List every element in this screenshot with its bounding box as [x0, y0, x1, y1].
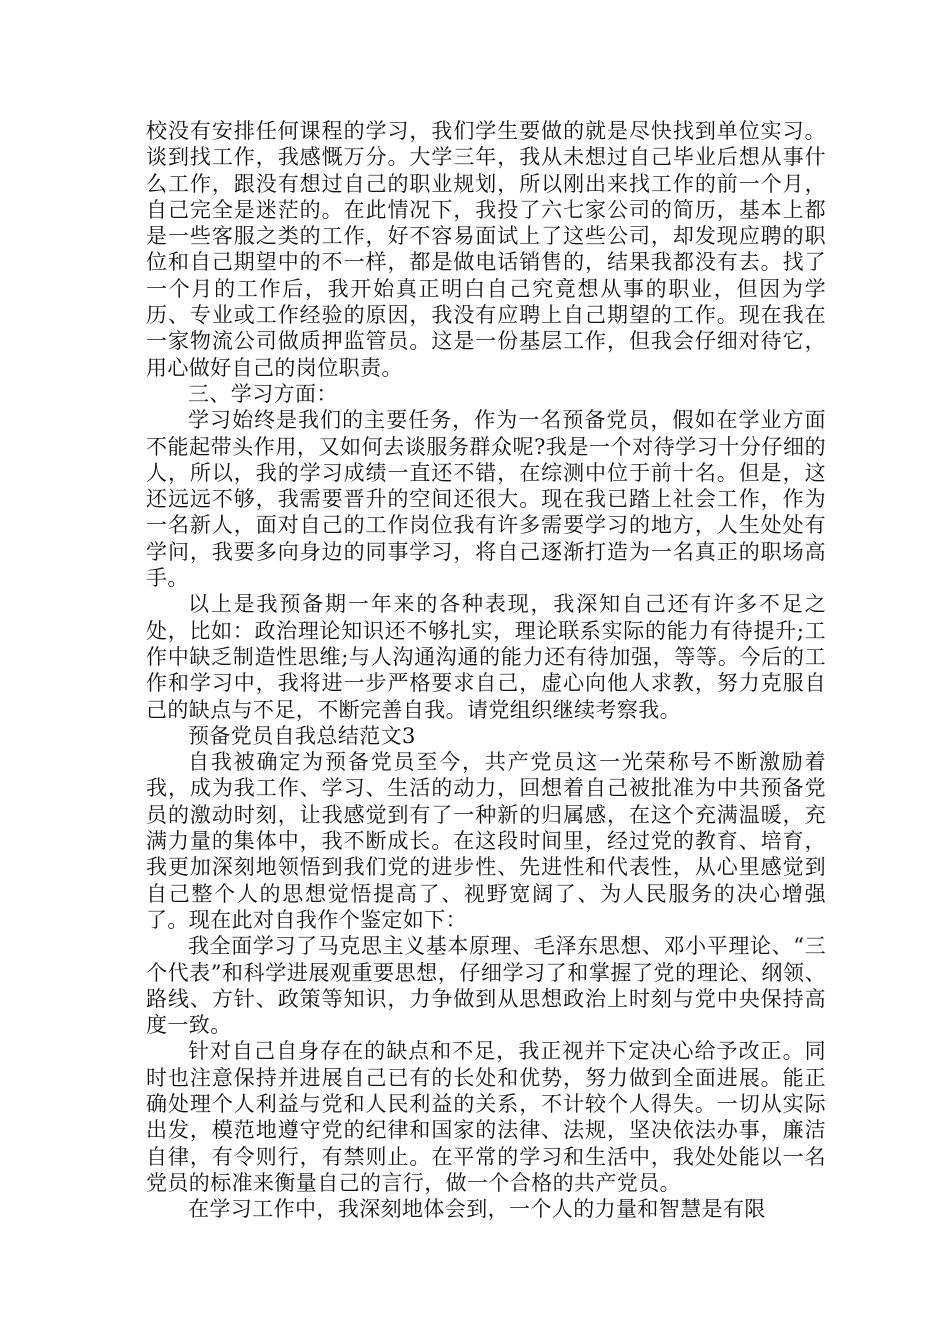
paragraph-study: 学习始终是我们的主要任务，作为一名预备党员，假如在学业方面不能起带头作用，又如何去谈服务群众呢?我是一个对待学习十分仔细的人，所以，我的学习成绩一直还不错，在综测中位于前十名。但是，这还远远不够，我需要晋升的空间还很大。现在我已踏上社会工作，作为一名新人，面对自己的工作岗位我有许多需要学习的地方，人生处处有学问，我要多向身边的同事学习，将自己逐渐打造为一名真正的职场高手。 — [146, 408, 826, 591]
section-heading-study: 三、学习方面： — [188, 381, 338, 406]
paragraph-work-reflection: 在学习工作中，我深刻地体会到，一个人的力量和智慧是有限 — [188, 1197, 766, 1222]
paragraph-intro: 自我被确定为预备党员至今，共产党员这一光荣称号不断激励着我，成为我工作、学习、生活的动力，回想着自己被批准为中共预备党员的激动时刻，让我感觉到有了一种新的归属感，在这个充满温暖，充满力量的集体中，我不断成长。在这段时间里，经过党的教育、培育，我更加深刻地领悟到我们党的进步性、先进性和代表性，从心里感觉到自己整个人的思想觉悟提高了、视野宽阔了、为人民服务的决心增强了。现在此对自我作个鉴定如下： — [146, 750, 826, 932]
paragraph-theory-study: 我全面学习了马克思主义基本原理、毛泽东思想、邓小平理论、“三个代表”和科学进展观重要思想，仔细学习了和掌握了党的理论、纲领、路线、方针、政策等知识，力争做到从思想政治上时刻与党中央保持高度一致。 — [146, 934, 826, 1038]
paragraph-self-improvement: 针对自己自身存在的缺点和不足，我正视并下定决心给予改正。同时也注意保持并进展自己已有的长处和优势，努力做到全面进展。能正确处理个人利益与党和人民利益的关系，不计较个人得失。一切从实际出发，模范地遵守党的纪律和国家的法律、法规，坚决依法办事，廉洁自律，有令则行，有禁则止。在平常的学习和生活中，我处处能以一名党员的标准来衡量自己的言行，做一个合格的共产党员。 — [146, 1039, 826, 1195]
paragraph-shortcomings: 以上是我预备期一年来的各种表现，我深知自己还有许多不足之处，比如：政治理论知识还不够扎实，理论联系实际的能力有待提升;工作中缺乏制造性思维;与人沟通沟通的能力还有待加强，等等。今后的工作和学习中，我将进一步严格要求自己，虚心向他人求教，努力克服自己的缺点与不足，不断完善自我。请党组织继续考察我。 — [146, 592, 826, 722]
document-page — [146, 118, 826, 1222]
section-heading-sample-3: 预备党员自我总结范文3 — [188, 723, 416, 748]
paragraph-job-search: 校没有安排任何课程的学习，我们学生要做的就是尽快找到单位实习。谈到找工作，我感慨万分。大学三年，我从未想过自己毕业后想从事什么工作，跟没有想过自己的职业规划，所以刚出来找工作的前一个月，自己完全是迷茫的。在此情况下，我投了六七家公司的简历，基本上都是一些客服之类的工作，好不容易面试上了这些公司，却发现应聘的职位和自己期望中的不一样，都是做电话销售的，结果我都没有去。找了一个月的工作后，我开始真正明白自己究竟想从事的职业，但因为学历、专业或工作经验的原因，我没有应聘上自己期望的工作。现在我在一家物流公司做质押监管员。这是一份基层工作，但我会仔细对待它，用心做好自己的岗位职责。 — [146, 119, 826, 380]
